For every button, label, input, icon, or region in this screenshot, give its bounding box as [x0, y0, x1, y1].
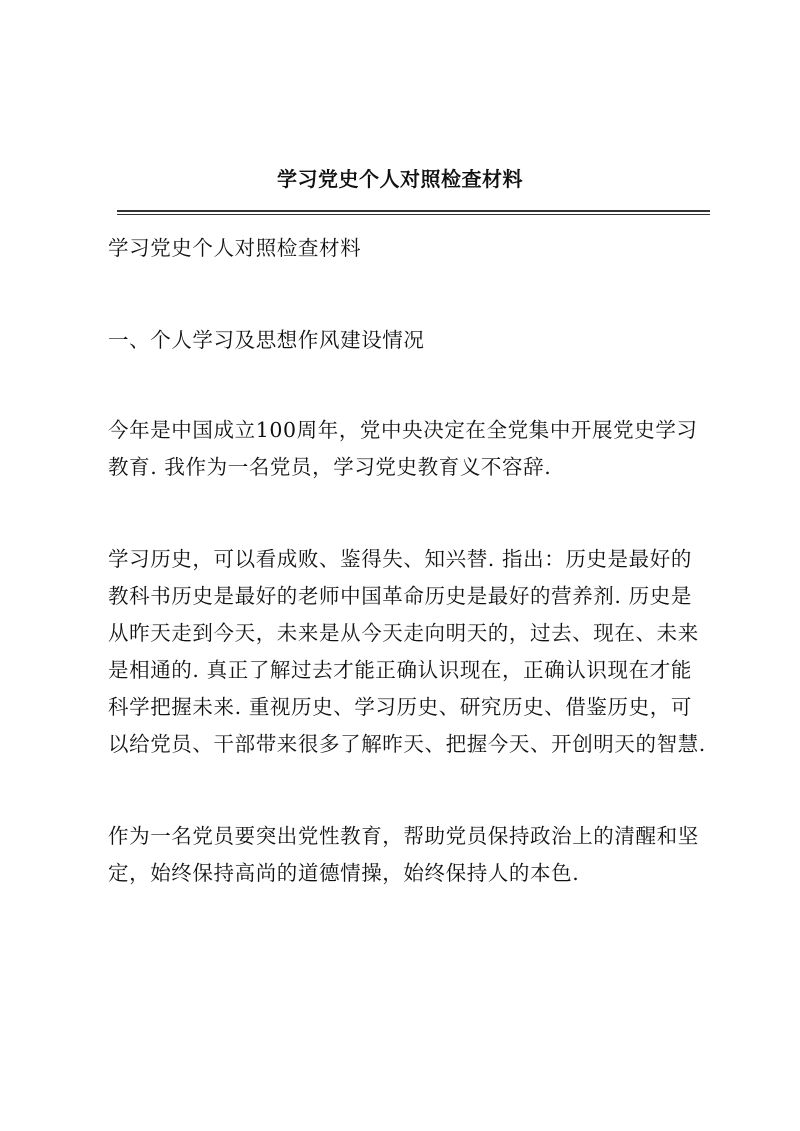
body-subtitle: 学习党史个人对照检查材料	[108, 236, 362, 260]
body-paragraph: 学习历史，可以看成败、鉴得失、知兴替. 指出：历史是最好的教科书历史是最好的老师中国革命历史是最好的营养剂. 历史是从昨天走到今天，未来是从今天走向明天的，过去、现在、未来是相通的. 真正了解过去才能正确认识现在，正确认识现在才能科学把握未来. 重视历史、学习历史、研究历史、借鉴历史，可以给党员、干部带来很多了解昨天、把握今天、开创明天的智慧.	[108, 547, 706, 756]
section-heading: 一、个人学习及思想作风建设情况	[108, 328, 425, 352]
body-paragraph: 今年是中国成立100周年，党中央决定在全党集中开展党史学习教育. 我作为一名党员，学习党史教育义不容辞.	[108, 418, 698, 479]
title-divider	[117, 210, 710, 212]
body-paragraph: 作为一名党员要突出党性教育，帮助党员保持政治上的清醒和坚定，始终保持高尚的道德情操，始终保持人的本色.	[108, 824, 699, 885]
document-title: 学习党史个人对照检查材料	[277, 167, 523, 191]
document-body	[108, 230, 708, 947]
